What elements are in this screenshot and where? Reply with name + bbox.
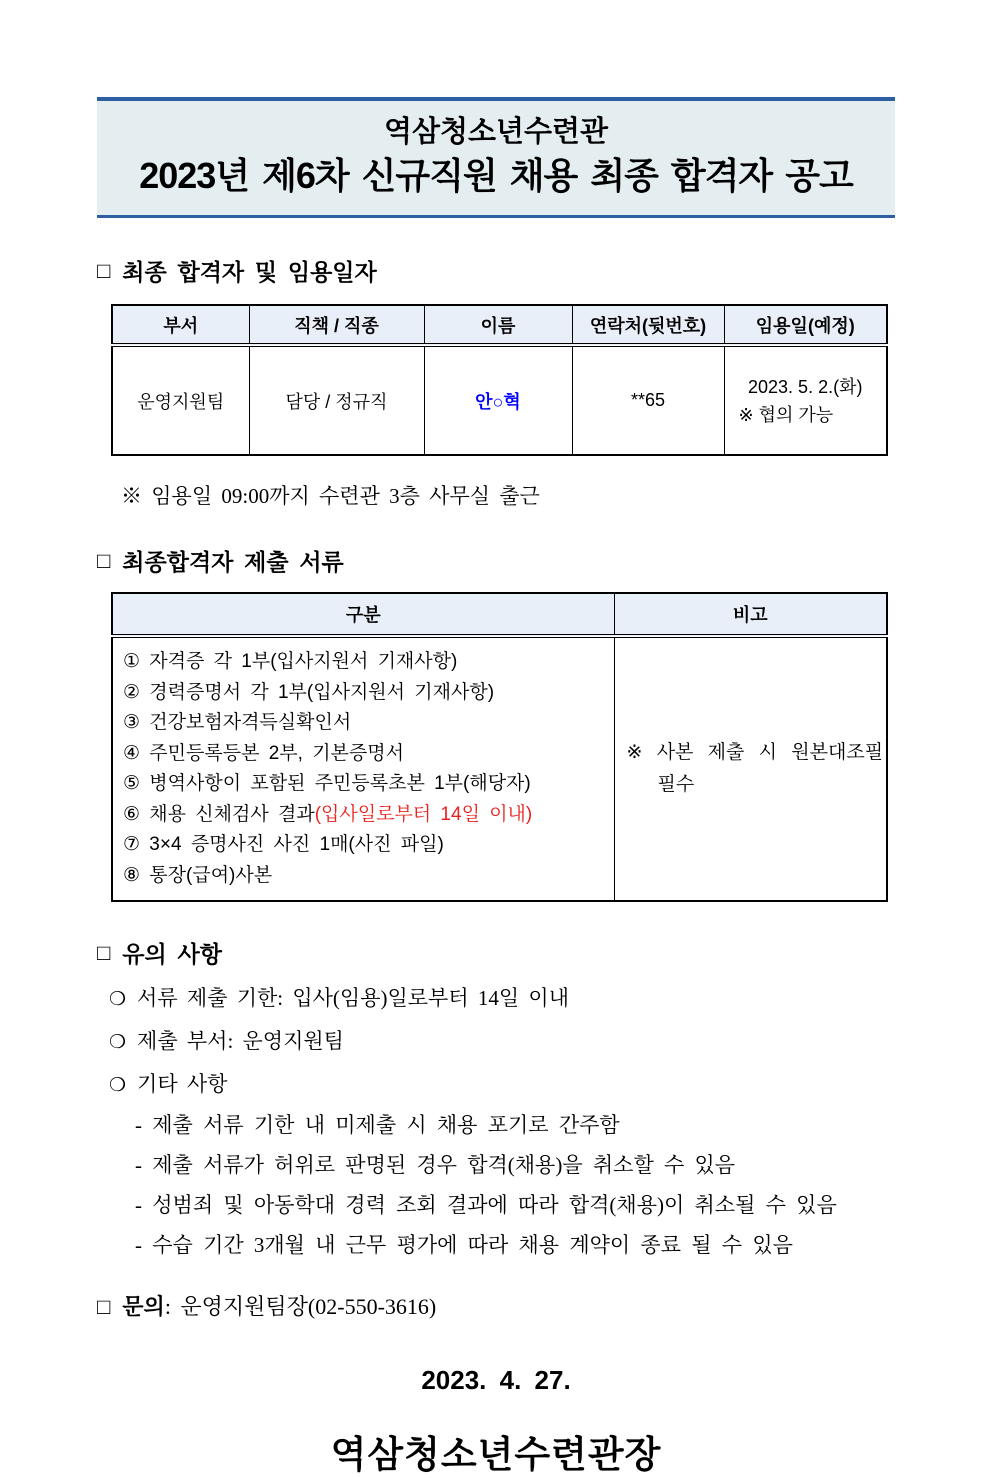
notice-item xyxy=(97,982,895,1012)
table-header-row xyxy=(112,305,887,345)
col-header-remark: 비고 xyxy=(614,593,887,636)
title-banner xyxy=(97,97,895,218)
notice-text: 제출 부서: 운영지원팀 xyxy=(137,1029,344,1053)
list-item-text: ⑥ 채용 신체검사 결과 xyxy=(123,803,315,825)
list-item: ④ 주민등록등본 2부, 기본증명서 xyxy=(123,742,404,764)
document-date: 2023. 4. 27. xyxy=(421,1365,571,1395)
section-heading-appointment xyxy=(97,254,895,287)
documents-table xyxy=(111,592,888,902)
notice-subitem: - 제출 서류가 허위로 판명된 경우 합격(채용)을 취소할 수 있음 xyxy=(135,1153,736,1177)
circle-bullet-icon: ❍ xyxy=(109,1075,127,1096)
inquiry-contact: : 운영지원팀장(02-550-3616) xyxy=(164,1294,437,1319)
table-header-row xyxy=(112,593,887,636)
square-bullet-icon: □ xyxy=(97,1294,111,1319)
signature-title: 역삼청소년수련관장 xyxy=(330,1434,662,1475)
list-item xyxy=(123,800,606,831)
notice-text: 서류 제출 기한: 입사(임용)일로부터 14일 이내 xyxy=(137,986,569,1010)
section-heading-documents xyxy=(97,544,895,577)
square-bullet-icon: □ xyxy=(97,547,111,573)
cell-department: 운영지원팀 xyxy=(112,345,249,455)
cell-document-list xyxy=(112,636,614,901)
list-item: ② 경력증명서 각 1부(입사지원서 기재사항) xyxy=(123,681,495,703)
inquiry-line xyxy=(97,1290,895,1321)
announcement-title: 2023년 제6차 신규직원 채용 최종 합격자 공고 xyxy=(139,155,853,196)
list-item: ⑧ 통장(급여)사본 xyxy=(123,864,273,886)
section-heading-label: 최종합격자 제출 서류 xyxy=(122,550,344,575)
appointment-date: 2023. 5. 2.(화) xyxy=(748,376,863,397)
section-heading-notices xyxy=(97,936,895,969)
list-item: ⑤ 병역사항이 포함된 주민등록초본 1부(해당자) xyxy=(123,773,531,794)
col-header-position: 직책 / 직종 xyxy=(249,305,424,345)
col-header-category: 구분 xyxy=(112,593,614,636)
col-header-contact: 연락처(뒷번호) xyxy=(572,305,724,345)
notice-subitem: - 수습 기간 3개월 내 근무 평가에 따라 채용 계약이 종료 될 수 있음 xyxy=(135,1233,793,1257)
appointment-note: ※ 임용일 09:00까지 수련관 3층 사무실 출근 xyxy=(121,484,540,508)
inquiry-text xyxy=(122,1290,436,1321)
notice-item xyxy=(97,1068,895,1098)
col-header-department: 부서 xyxy=(112,305,249,345)
circle-bullet-icon: ❍ xyxy=(109,1032,127,1053)
notice-text: 기타 사항 xyxy=(137,1072,228,1096)
list-item-red-text: (입사일로부터 14일 이내) xyxy=(314,803,533,825)
col-header-date: 임용일(예정) xyxy=(724,305,887,345)
remark-text: 필수 xyxy=(657,774,695,795)
list-item: ① 자격증 각 1부(입사지원서 기재사항) xyxy=(123,651,458,672)
circle-bullet-icon: ❍ xyxy=(109,989,127,1010)
appointment-table xyxy=(111,304,888,456)
square-bullet-icon: □ xyxy=(97,939,111,965)
cell-contact: **65 xyxy=(572,345,724,455)
org-title: 역삼청소년수련관 xyxy=(383,116,609,148)
list-item: ③ 건강보험자격득실확인서 xyxy=(123,712,352,733)
cell-position: 담당 / 정규직 xyxy=(249,345,424,455)
cell-candidate-name: 안○혁 xyxy=(424,345,572,455)
table-row xyxy=(112,636,887,901)
notice-subitem: - 제출 서류 기한 내 미제출 시 채용 포기로 간주함 xyxy=(135,1113,620,1137)
section-heading-label: 최종 합격자 및 임용일자 xyxy=(122,260,377,285)
cell-appointment-date xyxy=(724,345,887,455)
appointment-date-note: ※ 협의 가능 xyxy=(738,404,834,425)
col-header-name: 이름 xyxy=(424,305,572,345)
list-item: ⑦ 3×4 증명사진 사진 1매(사진 파일) xyxy=(123,834,444,855)
section-heading-label: 유의 사항 xyxy=(122,942,222,967)
notice-subitem: - 성범죄 및 아동학대 경력 조회 결과에 따라 합격(채용)이 취소될 수 있음 xyxy=(135,1193,837,1217)
remark-text: ※ 사본 제출 시 원본대조필 xyxy=(626,742,884,763)
square-bullet-icon: □ xyxy=(97,257,111,283)
notice-item xyxy=(97,1025,895,1055)
cell-remark xyxy=(614,636,887,901)
table-row xyxy=(112,345,887,455)
inquiry-label: 문의 xyxy=(122,1294,165,1319)
